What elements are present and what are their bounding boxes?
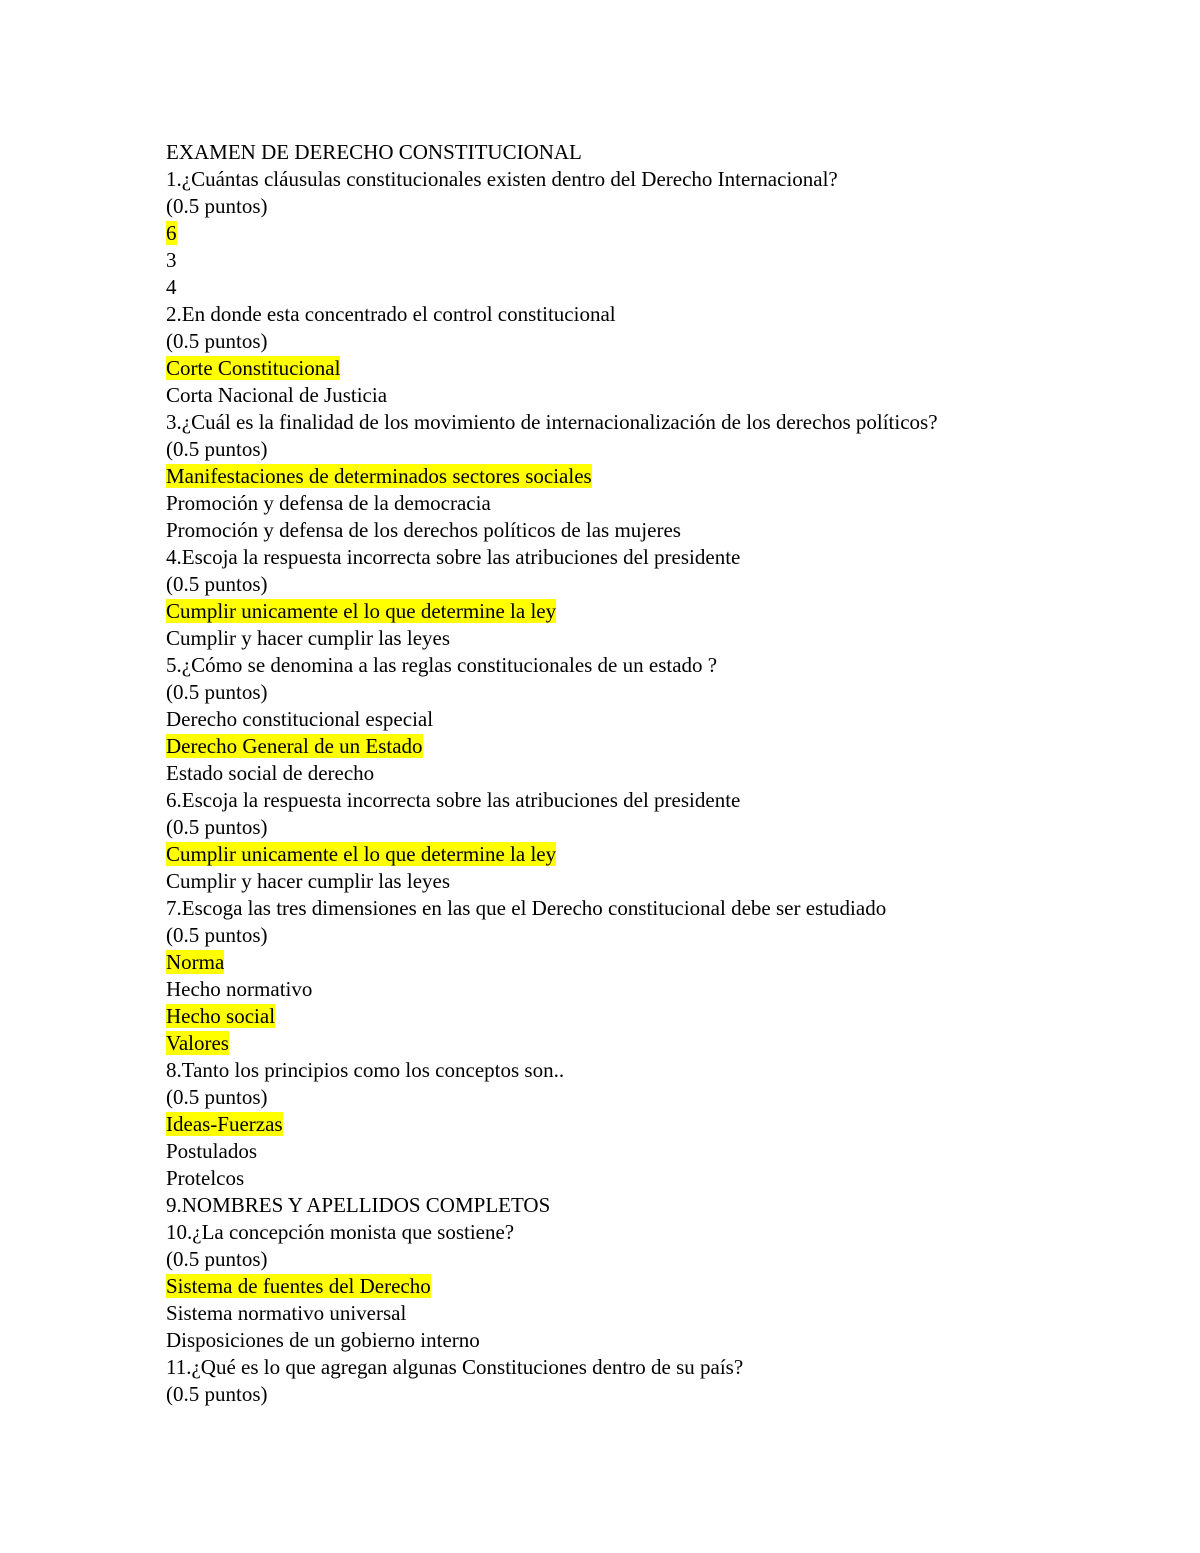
answer-option bbox=[166, 868, 1156, 895]
highlighted-answer-text: Valores bbox=[166, 1031, 229, 1055]
question-points: (0.5 puntos) bbox=[166, 1247, 268, 1271]
question-text: 6.Escoja la respuesta incorrecta sobre las atribuciones del presidente bbox=[166, 788, 741, 812]
answer-option bbox=[166, 1165, 1156, 1192]
answer-option bbox=[166, 760, 1156, 787]
answer-option bbox=[166, 1273, 1156, 1300]
answer-text: Cumplir y hacer cumplir las leyes bbox=[166, 869, 451, 893]
answer-option bbox=[166, 382, 1156, 409]
answer-option bbox=[166, 1138, 1156, 1165]
highlighted-answer-text: Derecho General de un Estado bbox=[166, 734, 423, 758]
answer-option bbox=[166, 625, 1156, 652]
answer-text: 4 bbox=[166, 275, 177, 299]
answer-option bbox=[166, 949, 1156, 976]
question-text: 5.¿Cómo se denomina a las reglas constitucionales de un estado ? bbox=[166, 653, 718, 677]
answer-text: Disposiciones de un gobierno interno bbox=[166, 1328, 480, 1352]
answer-option bbox=[166, 463, 1156, 490]
highlighted-answer-text: Corte Constitucional bbox=[166, 356, 341, 380]
answer-option bbox=[166, 220, 1156, 247]
highlighted-answer-text: Ideas-Fuerzas bbox=[166, 1112, 283, 1136]
question-text: 10.¿La concepción monista que sostiene? bbox=[166, 1220, 515, 1244]
answer-option bbox=[166, 1003, 1156, 1030]
answer-option bbox=[166, 274, 1156, 301]
question-points: (0.5 puntos) bbox=[166, 815, 268, 839]
question-text: 4.Escoja la respuesta incorrecta sobre las atribuciones del presidente bbox=[166, 545, 741, 569]
question-points: (0.5 puntos) bbox=[166, 923, 268, 947]
answer-text: Hecho normativo bbox=[166, 977, 313, 1001]
answer-option bbox=[166, 1300, 1156, 1327]
answer-text: Estado social de derecho bbox=[166, 761, 375, 785]
answer-option bbox=[166, 1030, 1156, 1057]
answer-text: Promoción y defensa de los derechos políticos de las mujeres bbox=[166, 518, 681, 542]
document-body bbox=[166, 139, 1156, 1408]
question-points: (0.5 puntos) bbox=[166, 437, 268, 461]
question-points: (0.5 puntos) bbox=[166, 680, 268, 704]
answer-option bbox=[166, 490, 1156, 517]
answer-text: Derecho constitucional especial bbox=[166, 707, 434, 731]
question-points: (0.5 puntos) bbox=[166, 572, 268, 596]
answer-option bbox=[166, 355, 1156, 382]
answer-option bbox=[166, 1111, 1156, 1138]
answer-option bbox=[166, 517, 1156, 544]
question-text: 3.¿Cuál es la finalidad de los movimiento de internacionalización de los derechos políticos? bbox=[166, 410, 938, 434]
answer-text: Protelcos bbox=[166, 1166, 245, 1190]
question-text: 2.En donde esta concentrado el control constitucional bbox=[166, 302, 616, 326]
highlighted-answer-text: Cumplir unicamente el lo que determine la ley bbox=[166, 842, 557, 866]
answer-text: Postulados bbox=[166, 1139, 258, 1163]
highlighted-answer-text: Manifestaciones de determinados sectores sociales bbox=[166, 464, 592, 488]
answer-option bbox=[166, 706, 1156, 733]
answer-option bbox=[166, 733, 1156, 760]
question-text: 1.¿Cuántas cláusulas constitucionales existen dentro del Derecho Internacional? bbox=[166, 167, 838, 191]
answer-text: Corta Nacional de Justicia bbox=[166, 383, 388, 407]
highlighted-answer-text: Hecho social bbox=[166, 1004, 276, 1028]
highlighted-answer-text: 6 bbox=[166, 221, 177, 245]
answer-text: Promoción y defensa de la democracia bbox=[166, 491, 491, 515]
question-text: 8.Tanto los principios como los conceptos son.. bbox=[166, 1058, 565, 1082]
document-title: EXAMEN DE DERECHO CONSTITUCIONAL bbox=[166, 140, 582, 164]
question-points: (0.5 puntos) bbox=[166, 329, 268, 353]
highlighted-answer-text: Sistema de fuentes del Derecho bbox=[166, 1274, 431, 1298]
answer-option bbox=[166, 976, 1156, 1003]
answer-option bbox=[166, 841, 1156, 868]
highlighted-answer-text: Norma bbox=[166, 950, 225, 974]
answer-option bbox=[166, 247, 1156, 274]
answer-option bbox=[166, 598, 1156, 625]
answer-text: Sistema normativo universal bbox=[166, 1301, 407, 1325]
highlighted-answer-text: Cumplir unicamente el lo que determine la ley bbox=[166, 599, 557, 623]
question-text: 9.NOMBRES Y APELLIDOS COMPLETOS bbox=[166, 1193, 551, 1217]
question-points: (0.5 puntos) bbox=[166, 1382, 268, 1406]
question-points: (0.5 puntos) bbox=[166, 1085, 268, 1109]
answer-text: 3 bbox=[166, 248, 177, 272]
question-text: 11.¿Qué es lo que agregan algunas Constituciones dentro de su país? bbox=[166, 1355, 744, 1379]
answer-option bbox=[166, 1327, 1156, 1354]
answer-text: Cumplir y hacer cumplir las leyes bbox=[166, 626, 451, 650]
question-points: (0.5 puntos) bbox=[166, 194, 268, 218]
question-text: 7.Escoga las tres dimensiones en las que el Derecho constitucional debe ser estudiado bbox=[166, 896, 887, 920]
